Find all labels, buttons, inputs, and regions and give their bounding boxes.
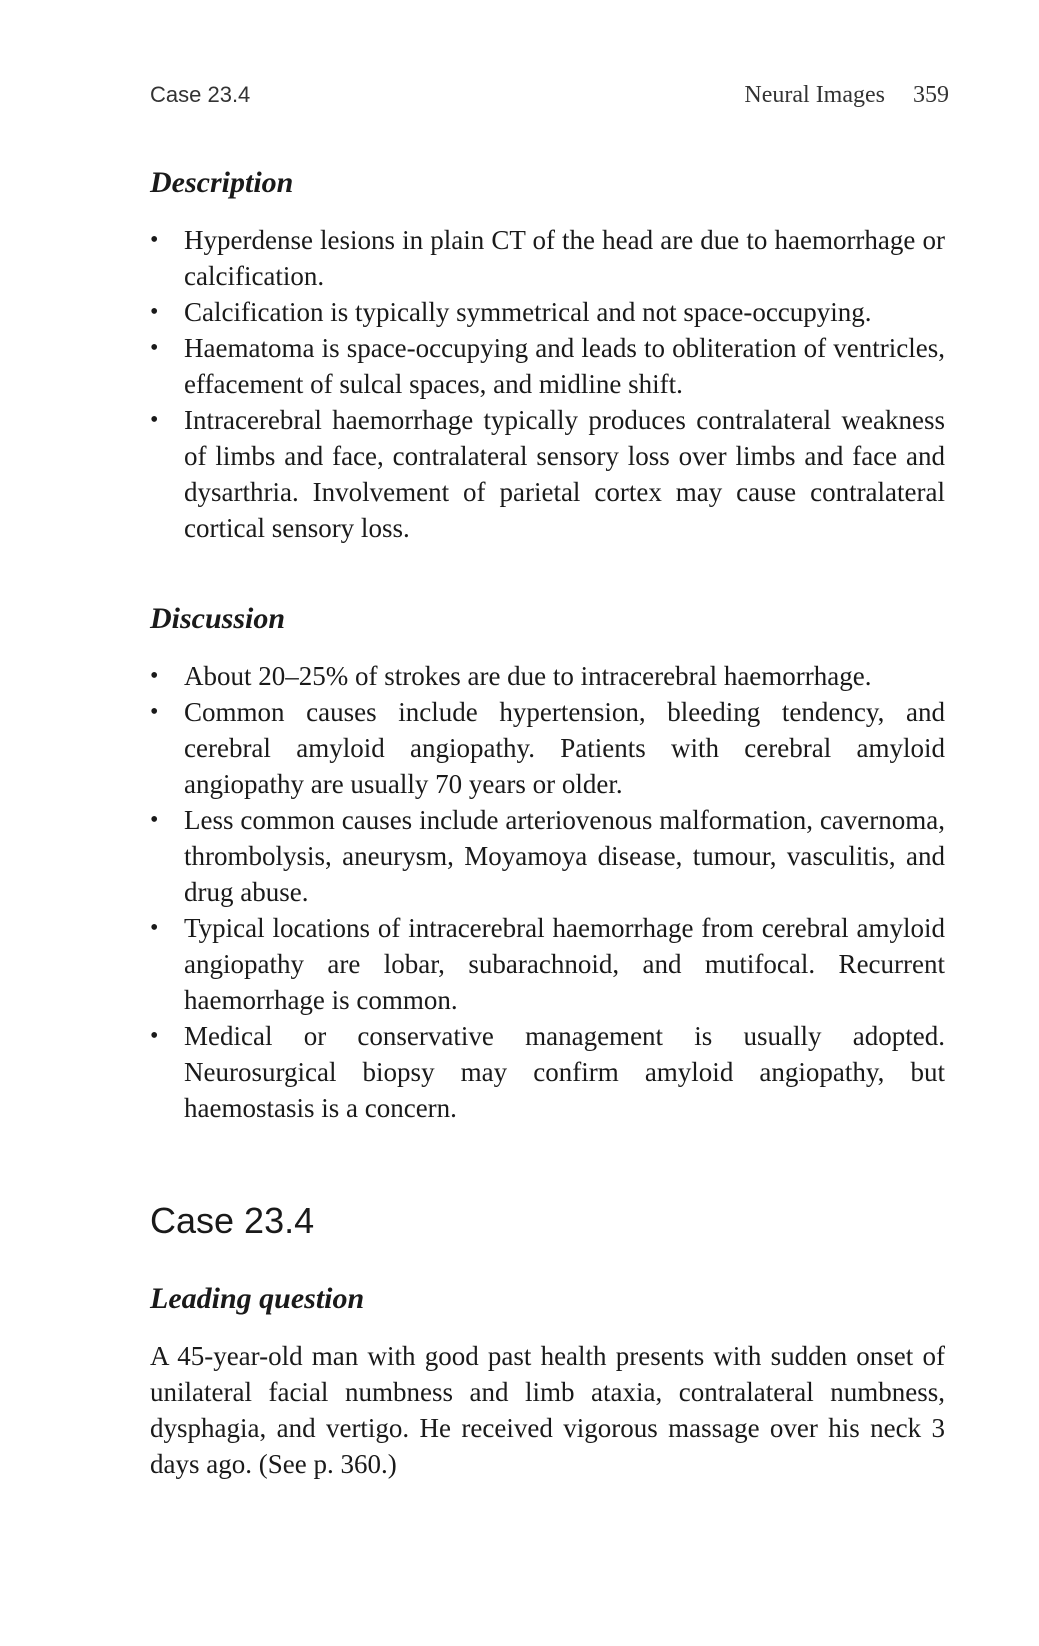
leading-question-heading: Leading question	[150, 1282, 365, 1315]
main-content	[150, 166, 945, 1482]
leading-question-text: A 45-year-old man with good past health presents with sudden onset of unilateral facial numbness and limb ataxia, contralateral numbness, dysphagia, and vertigo. He received vigorous massage over his neck 3 days ago. (See p. 360.)	[150, 1341, 945, 1479]
list-item: • Medical or conservative management is usually adopted. Neurosurgical biopsy may confirm amyloid angiopathy, but haemostasis is a concern.	[150, 1018, 945, 1126]
list-item: • Typical locations of intracerebral haemorrhage from cerebral amyloid angiopathy are lobar, subarachnoid, and mutifocal. Recurrent haemorrhage is common.	[150, 910, 945, 1018]
list-item: • About 20–25% of strokes are due to intracerebral haemorrhage.	[150, 658, 945, 694]
list-item: • Calcification is typically symmetrical and not space-occupying.	[150, 294, 945, 330]
running-head-case: Case 23.4	[150, 82, 251, 107]
running-head-title: Neural Images	[744, 82, 885, 108]
description-heading: Description	[150, 166, 294, 199]
discussion-heading: Discussion	[150, 602, 286, 635]
description-list	[150, 222, 945, 546]
list-item: • Hyperdense lesions in plain CT of the head are due to haemorrhage or calcification.	[150, 222, 945, 294]
list-item: • Haematoma is space-occupying and leads to obliteration of ventricles, effacement of sulcal spaces, and midline shift.	[150, 330, 945, 402]
case-title: Case 23.4	[150, 1200, 315, 1241]
list-item: • Common causes include hypertension, bleeding tendency, and cerebral amyloid angiopathy. Patients with cerebral amyloid angiopathy are usually 70 years or older.	[150, 694, 945, 802]
page-number: 359	[913, 82, 949, 108]
list-item: • Less common causes include arteriovenous malformation, cavernoma, thrombolysis, aneurysm, Moyamoya disease, tumour, vasculitis, and drug abuse.	[150, 802, 945, 910]
list-item: • Intracerebral haemorrhage typically produces contralateral weakness of limbs and face, contralateral sensory loss over limbs and face and dysarthria. Involvement of parietal cortex may cause contralateral cortical sensory loss.	[150, 402, 945, 546]
discussion-list	[150, 658, 945, 1126]
running-header	[150, 82, 949, 122]
running-head-title-group	[744, 82, 949, 109]
